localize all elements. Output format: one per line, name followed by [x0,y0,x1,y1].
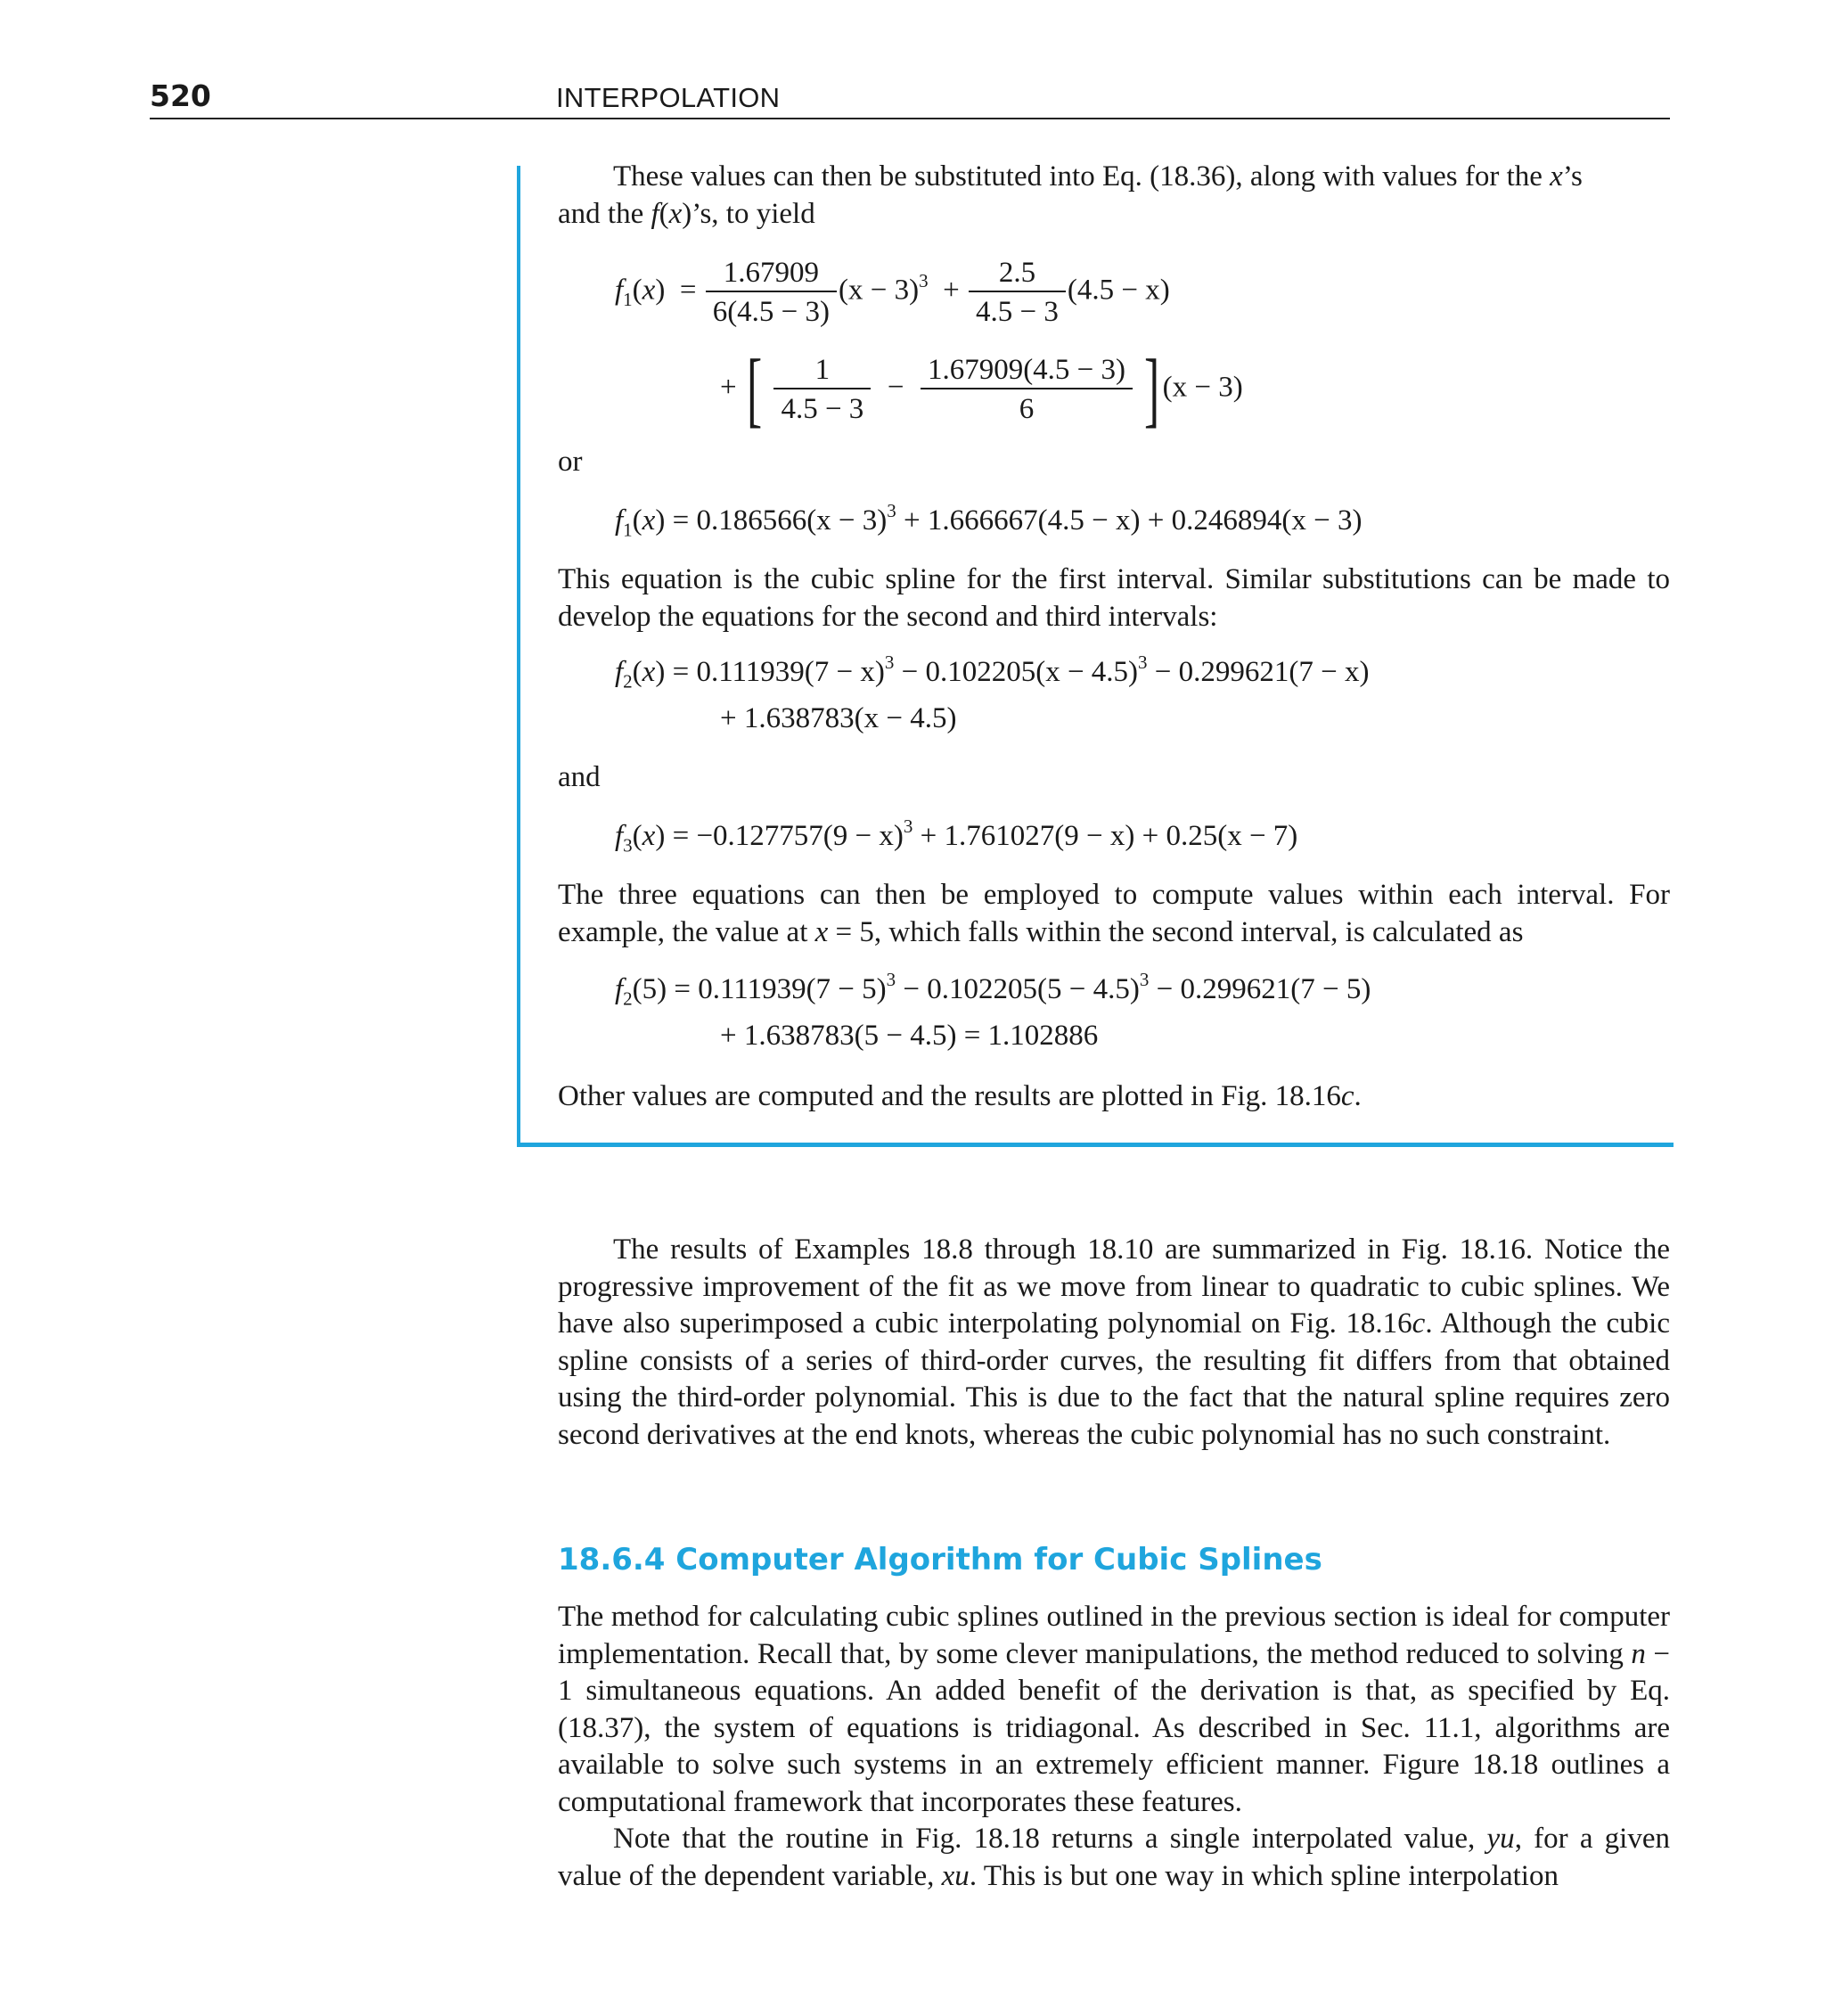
paragraph-text: = 5, which falls within the second interval, is calculated as [835,915,1524,948]
eq-term: (x − 3) [1162,371,1243,404]
equation-f2-line2: + 1.638783(x − 4.5) [720,702,957,734]
equation-f2-of-5-line1: $f_2(5) = 0.111939(7 - 5)^3 - 0.102205(5 - 4.5)^3 - 0.299621(7 - 5)$ [615,969,1371,1010]
numerator: 1.67909(4.5 − 3) [921,354,1133,389]
denominator: 6(4.5 − 3) [712,296,831,328]
equation-f1-line1: $f_1(x)$ = $\frac{1.67909}{6(4.5 - 3)}$ $(x - 3)^3$ + $\frac{2.5}{4.5 - 3}$ (4.5 − x) [615,257,1170,328]
var-f: f [651,197,659,230]
paragraph-text: . This is but one way in which spline interpolation [969,1859,1559,1892]
equation-f3: $f_3(x) = -0.127757(9 - x)^3 + 1.761027(9 - x) + 0.25(x - 7)$ [615,815,1298,856]
exponent: 3 [887,500,896,521]
page-number: 520 [150,78,211,113]
var-x: x [814,915,829,948]
intro-text-end: ’s [1562,160,1583,193]
var-x: x [1550,160,1563,193]
eq-term: − 0.102205(x − 4.5) [901,656,1139,688]
left-bracket: [ [746,343,763,436]
paragraph-text: − 1 simultaneous equations. An added benefit of the derivation is that, as specified by Eq. (18.37), the system of equations is tridiagonal. As described in Sec. 11.1, algorithms are available to solve such systems in an extremely efficient manner. Figure 18.18 outlines a computational framework that incorporates these features. [558,1637,1671,1818]
paragraph-text: Other values are computed and the results are plotted in Fig. 18.16 [558,1080,1341,1112]
denominator: 6 [1019,393,1035,425]
fraction-2 [969,257,1066,328]
paren-open: ( [659,197,669,230]
var-yu: yu [1486,1823,1515,1855]
numerator: 2.5 [969,257,1066,292]
numerator: 1.67909 [706,257,837,292]
eq-term: = 0.111939(7 − x) [672,656,885,688]
section-heading: 18.6.4 Computer Algorithm for Cubic Splines [558,1542,1322,1578]
eq-subscript: 1 [623,289,633,311]
paragraph-compute-values [558,877,1670,951]
paragraph-results-summary [558,1232,1670,1454]
eq-term: = 0.111939(7 − 5) [674,973,887,1005]
and-label: and [558,761,601,793]
equation-f1-simplified: $f_1(x) = 0.186566(x - 3)^3 + 1.666667(4.5 - x) + 0.246894(x - 3)$ [615,500,1363,541]
right-bracket: ] [1144,343,1160,436]
period: . [1354,1080,1362,1112]
eq-f: f [615,274,624,307]
equation-f1-line2: + [ $\frac{1}{4.5 - 3}$ − $\frac{1.67909(4.5 - 3)}{6}$ ](x − 3) [720,343,1243,436]
equation-f2-of-5-line2: + 1.638783(5 − 4.5) = 1.102886 [720,1020,1099,1052]
numerator: 1 [773,354,871,389]
paragraph-other-values [558,1078,1670,1116]
eq-term: − 0.102205(5 − 4.5) [903,973,1140,1005]
paragraph-text: The results of Examples 18.8 through 18.10 are summarized in Fig. 18.16. Notice the progressive improvement of the fit as we move from linear to quadratic to cubic splines. We have also superimposed a cubic interpolating polynomial on Fig. 18.16 [558,1233,1670,1340]
example-intro-paragraph [558,159,1670,233]
paragraph-algorithm [558,1599,1670,1895]
eq-term: (4.5 − x) [1067,274,1170,307]
paragraph-text: Note that the routine in Fig. 18.18 returns a single interpolated value, [613,1823,1476,1855]
denominator: 4.5 − 3 [781,393,864,425]
var-n: n [1631,1637,1646,1670]
eq-term: + 1.761027(9 − x) + 0.25(x − 7) [920,820,1298,852]
running-header: INTERPOLATION [556,82,781,113]
var-x: x [668,197,683,230]
exponent: 3 [919,269,929,291]
eq-term: (x − 3) [839,274,920,307]
intro-text-3: )’s, to yield [682,197,815,230]
fraction-4 [921,354,1133,425]
denominator: 4.5 − 3 [976,296,1059,328]
intro-text-2: and the [558,197,644,230]
eq-term: − 0.299621(7 − 5) [1156,973,1371,1005]
paragraph-text: The three equations can then be employed to compute values within each interval. For example, the value at [558,879,1670,948]
paragraph-text: The method for calculating cubic splines outlined in the previous section is ideal for computer implementation. Recall that, by some clever manipulations, the method reduced to solving [558,1601,1670,1670]
paragraph-text: . Although the cubic spline consists of a series of third-order curves, the resulting fit differs from that obtained using the third-order polynomial. This is due to the fact that the natural spline requires zero second derivatives at the end knots, whereas the cubic polynomial has no such constraint. [558,1307,1670,1451]
header-rule [150,118,1670,119]
or-label: or [558,446,583,478]
paragraph-text: This equation is the cubic spline for the first interval. Similar substitutions can be made to develop the equations for the second and third intervals: [558,563,1670,633]
paragraph-first-interval [558,561,1670,635]
fraction-1 [706,257,837,328]
paragraph-text: , for a given value of the dependent variable, [558,1823,1670,1892]
eq-term: + 1.666667(4.5 − x) + 0.246894(x − 3) [904,504,1363,537]
eq-term: = −0.127757(9 − x) [672,820,904,852]
figure-part-c: c [1412,1307,1426,1340]
eq-var: x [642,274,656,307]
eq-term: = 0.186566(x − 3) [672,504,888,537]
intro-text: These values can then be substituted into Eq. (18.36), along with values for the [613,160,1543,193]
var-xu: xu [941,1859,970,1892]
eq-term: − 0.299621(7 − x) [1154,656,1370,688]
fraction-3 [773,354,871,425]
figure-part-c: c [1340,1080,1354,1112]
equation-f2-line1: $f_2(x) = 0.111939(7 - x)^3 - 0.102205(x - 4.5)^3 - 0.299621(7 - x)$ [615,652,1370,692]
